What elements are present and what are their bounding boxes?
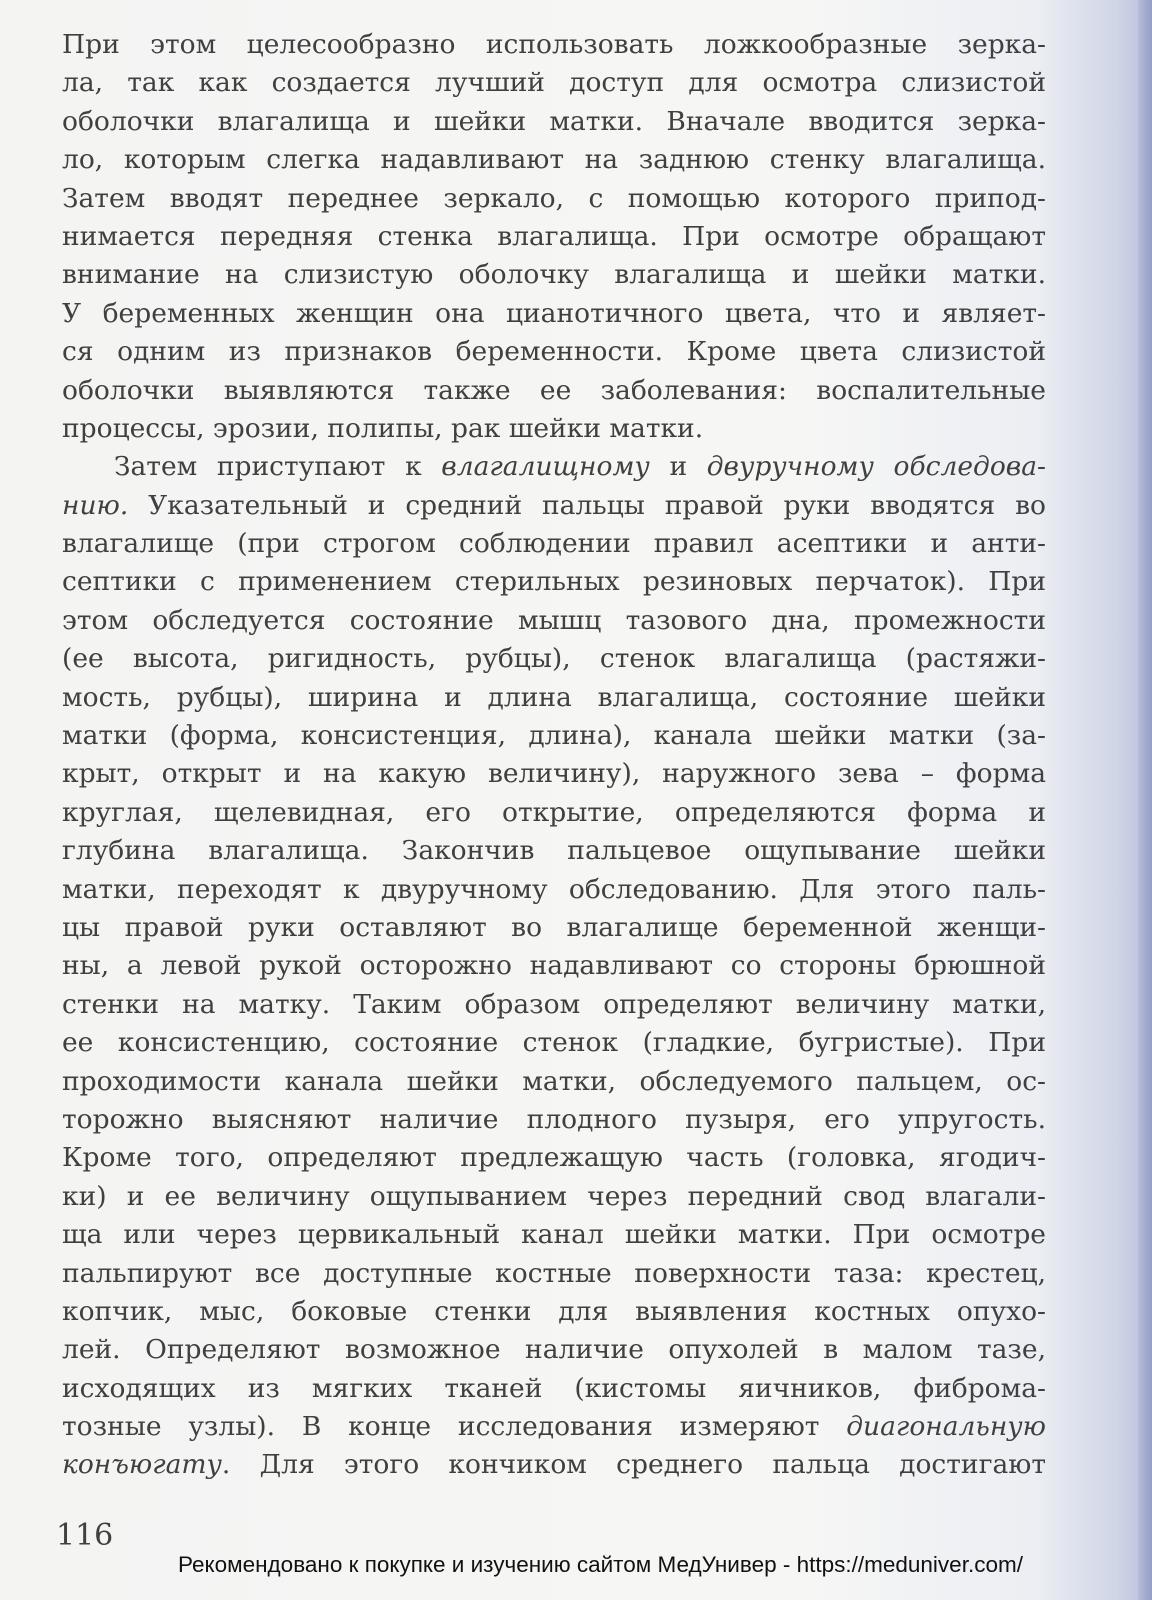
text-line: ки) и ее величину ощупыванием через передний свод влагали- xyxy=(62,1180,1046,1212)
italic-term: нию. xyxy=(62,489,129,521)
text-line: крыт, открыт и на какую величину), наружного зева – форма xyxy=(62,758,1046,790)
footer-watermark: Рекомендовано к покупке и изучению сайтом МедУнивер - https://meduniver.com/ xyxy=(178,1552,1023,1577)
text-line: (ее высота, ригидность, рубцы), стенок влагалища (растяжи- xyxy=(62,643,1046,675)
text-line: матки, переходят к двуручному обследованию. Для этого паль- xyxy=(62,873,1046,905)
page-spine-shadow xyxy=(1138,0,1152,1600)
text-line: пальпируют все доступные костные поверхности таза: крестец, xyxy=(62,1257,1046,1289)
text-line: ся одним из признаков беременности. Кроме цвета слизистой xyxy=(62,336,1046,368)
text-line: влагалище (при строгом соблюдении правил асептики и анти- xyxy=(62,528,1046,560)
text-line: торожно выясняют наличие плодного пузыря, его упругость. xyxy=(62,1103,1046,1135)
text-line xyxy=(62,487,1046,525)
text-line: стенки на матку. Таким образом определяют величину матки, xyxy=(62,988,1046,1020)
text-line: мость, рубцы), ширина и длина влагалища, состояние шейки xyxy=(62,681,1046,713)
text-run: тозные узлы). В конце исследования измеряют xyxy=(62,1411,847,1443)
text-run: и xyxy=(649,451,707,483)
text-line xyxy=(62,1446,1046,1484)
text-line: этом обследуется состояние мышц тазового дна, промежности xyxy=(62,604,1046,636)
italic-term: влагалищному xyxy=(441,451,650,483)
text-line: септики с применением стерильных резиновых перчаток). При xyxy=(62,566,1046,598)
text-line: ла, так как создается лучший доступ для осмотра слизистой xyxy=(62,67,1046,99)
text-line: проходимости канала шейки матки, обследуемого пальцем, ос- xyxy=(62,1065,1046,1097)
text-line: процессы, эрозии, полипы, рак шейки матки. xyxy=(62,412,704,444)
text-line: При этом целесообразно использовать ложкообразные зерка- xyxy=(62,29,1046,60)
text-run: Затем приступают к xyxy=(114,451,442,483)
text-line xyxy=(62,1408,1046,1446)
text-line: ло, которым слегка надавливают на заднюю стенку влагалища. xyxy=(62,144,1046,176)
text-line: матки (форма, консистенция, длина), канала шейки матки (за- xyxy=(62,720,1046,752)
text-run: Указательный и средний пальцы правой руки вводятся во xyxy=(128,489,1046,521)
text-line: копчик, мыс, боковые стенки для выявления костных опухо- xyxy=(62,1295,1046,1327)
page-number: 116 xyxy=(56,1518,114,1553)
text-line xyxy=(62,448,1046,486)
italic-term: диагональную xyxy=(846,1411,1046,1443)
italic-term: двуручному обследова- xyxy=(706,451,1046,483)
text-line: исходящих из мягких тканей (кистомы яичников, фиброма- xyxy=(62,1372,1046,1404)
text-line: оболочки выявляются также ее заболевания: воспалительные xyxy=(62,374,1046,406)
text-line: нимается передняя стенка влагалища. При осмотре обращают xyxy=(62,220,1046,252)
text-line: лей. Определяют возможное наличие опухолей в малом тазе, xyxy=(62,1334,1046,1366)
text-line: круглая, щелевидная, его открытие, определяются форма и xyxy=(62,796,1046,828)
body-text xyxy=(62,26,1046,1485)
text-line: Затем вводят переднее зеркало, с помощью которого припод- xyxy=(62,182,1046,214)
text-line: цы правой руки оставляют во влагалище беременной женщи- xyxy=(62,911,1046,943)
text-line: ее консистенцию, состояние стенок (гладкие, бугристые). При xyxy=(62,1027,1046,1059)
text-line: глубина влагалища. Закончив пальцевое ощупывание шейки xyxy=(62,835,1046,867)
italic-term: конъюгату xyxy=(62,1449,222,1481)
text-line: У беременных женщин она цианотичного цвета, что и являет- xyxy=(62,297,1046,329)
text-line: оболочки влагалища и шейки матки. Вначале вводится зерка- xyxy=(62,105,1046,137)
text-line: внимание на слизистую оболочку влагалища и шейки матки. xyxy=(62,259,1046,291)
text-line: ща или через цервикальный канал шейки матки. При осмотре xyxy=(62,1219,1046,1251)
text-line: ны, а левой рукой осторожно надавливают со стороны брюшной xyxy=(62,950,1046,982)
text-line: Кроме того, определяют предлежащую часть (головка, ягодич- xyxy=(62,1142,1046,1174)
text-run: . Для этого кончиком среднего пальца достигают xyxy=(221,1449,1046,1481)
